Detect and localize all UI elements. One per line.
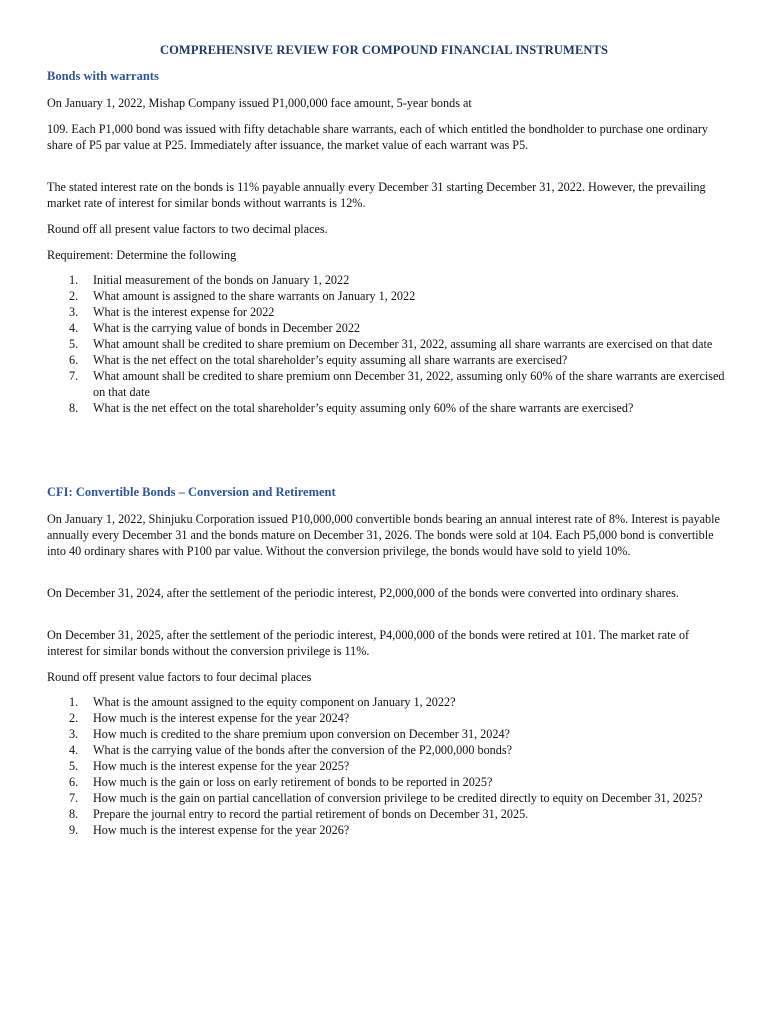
question-text: What amount shall be credited to share premium on December 31, 2022, assuming all share warrants are exercised on that date	[93, 337, 713, 351]
section1-paragraph-1: On January 1, 2022, Mishap Company issued P1,000,000 face amount, 5-year bonds at	[47, 96, 472, 110]
list-item: 4. What is the carrying value of bonds in December 2022	[69, 321, 361, 335]
list-item: 2. How much is the interest expense for the year 2024?	[69, 711, 350, 725]
list-item: 9. How much is the interest expense for the year 2026?	[69, 823, 350, 837]
question-text: What is the interest expense for 2022	[93, 305, 275, 319]
question-text: Initial measurement of the bonds on January 1, 2022	[93, 273, 350, 287]
question-text: What amount shall be credited to share premium onn December 31, 2022, assuming only 60% of the share warrants are exercised on that date	[93, 369, 725, 399]
list-item: 2. What amount is assigned to the share warrants on January 1, 2022	[69, 289, 416, 303]
list-item: 8. Prepare the journal entry to record the partial retirement of bonds on December 31, 2025.	[69, 807, 529, 821]
section2-paragraph-1: On January 1, 2022, Shinjuku Corporation issued P10,000,000 convertible bonds bearing an annual interest rate of 8%. Interest is payable annually every December 31 and the bonds mature on December 31, 2026. The bonds were sold at 104. Each P5,000 bond is convertible into 40 ordinary shares with P100 par value. Without the conversion privilege, the bonds would have sold to yield 10%.	[47, 512, 720, 558]
list-item: 3. How much is credited to the share premium upon conversion on December 31, 2024?	[69, 727, 510, 741]
question-text: What is the amount assigned to the equity component on January 1, 2022?	[93, 695, 456, 709]
question-text: How much is the interest expense for the year 2024?	[93, 711, 350, 725]
section1-paragraph-3: The stated interest rate on the bonds is 11% payable annually every December 31 starting December 31, 2022. However, the prevailing market rate of interest for similar bonds without warrants is 12%.	[47, 180, 706, 210]
question-text: What is the carrying value of bonds in December 2022	[93, 321, 361, 335]
section2-paragraph-4: Round off present value factors to four decimal places	[47, 670, 312, 684]
question-text: What amount is assigned to the share warrants on January 1, 2022	[93, 289, 416, 303]
list-item: 1. Initial measurement of the bonds on January 1, 2022	[69, 273, 350, 287]
section1-paragraph-4: Round off all present value factors to two decimal places.	[47, 222, 328, 236]
question-text: How much is the interest expense for the year 2026?	[93, 823, 350, 837]
list-item: 5. How much is the interest expense for the year 2025?	[69, 759, 350, 773]
section2-paragraph-2: On December 31, 2024, after the settlement of the periodic interest, P2,000,000 of the bonds were converted into ordinary shares.	[47, 586, 679, 600]
question-text: What is the carrying value of the bonds after the conversion of the P2,000,000 bonds?	[93, 743, 513, 757]
question-text: How much is the gain or loss on early retirement of bonds to be reported in 2025?	[93, 775, 493, 789]
list-item: 6. What is the net effect on the total shareholder’s equity assuming all share warrants are exercised?	[69, 353, 568, 367]
list-item: 7. What amount shall be credited to share premium onn December 31, 2022, assuming only 60% of the share warrants are exercised on that date	[69, 369, 725, 399]
question-text: Prepare the journal entry to record the partial retirement of bonds on December 31, 2025.	[93, 807, 529, 821]
section-heading-convertible-bonds: CFI: Convertible Bonds – Conversion and Retirement	[47, 485, 336, 499]
list-item: 3. What is the interest expense for 2022	[69, 305, 275, 319]
list-item: 4. What is the carrying value of the bonds after the conversion of the P2,000,000 bonds?	[69, 743, 513, 757]
section2-paragraph-3: On December 31, 2025, after the settlement of the periodic interest, P4,000,000 of the bonds were retired at 101. The market rate of interest for similar bonds without the conversion privilege is 11%.	[47, 628, 690, 658]
question-text: What is the net effect on the total shareholder’s equity assuming all share warrants are exercised?	[93, 353, 568, 367]
list-item: 7. How much is the gain on partial cancellation of conversion privilege to be credited directly to equity on December 31, 2025?	[69, 791, 703, 805]
section-heading-bonds-with-warrants: Bonds with warrants	[47, 69, 159, 83]
question-text: How much is the interest expense for the year 2025?	[93, 759, 350, 773]
section1-paragraph-2: 109. Each P1,000 bond was issued with fifty detachable share warrants, each of which entitled the bondholder to purchase one ordinary share of P5 par value at P25. Immediately after issuance, the market value of each warrant was P5.	[47, 122, 708, 152]
section1-question-list	[47, 272, 727, 416]
question-text: How much is the gain on partial cancellation of conversion privilege to be credited directly to equity on December 31, 2025?	[93, 791, 703, 805]
list-item: 6. How much is the gain or loss on early retirement of bonds to be reported in 2025?	[69, 775, 493, 789]
document-title: COMPREHENSIVE REVIEW FOR COMPOUND FINANCIAL INSTRUMENTS	[159, 43, 609, 57]
section2-question-list	[47, 694, 727, 838]
list-item: 1. What is the amount assigned to the equity component on January 1, 2022?	[69, 695, 456, 709]
question-text: How much is credited to the share premium upon conversion on December 31, 2024?	[93, 727, 510, 741]
section1-requirement-label: Requirement: Determine the following	[47, 248, 237, 262]
question-text: What is the net effect on the total shareholder’s equity assuming only 60% of the share warrants are exercised?	[93, 401, 634, 415]
list-item: 5. What amount shall be credited to share premium on December 31, 2022, assuming all share warrants are exercised on that date	[69, 337, 713, 351]
list-item: 8. What is the net effect on the total shareholder’s equity assuming only 60% of the share warrants are exercised?	[69, 401, 634, 415]
